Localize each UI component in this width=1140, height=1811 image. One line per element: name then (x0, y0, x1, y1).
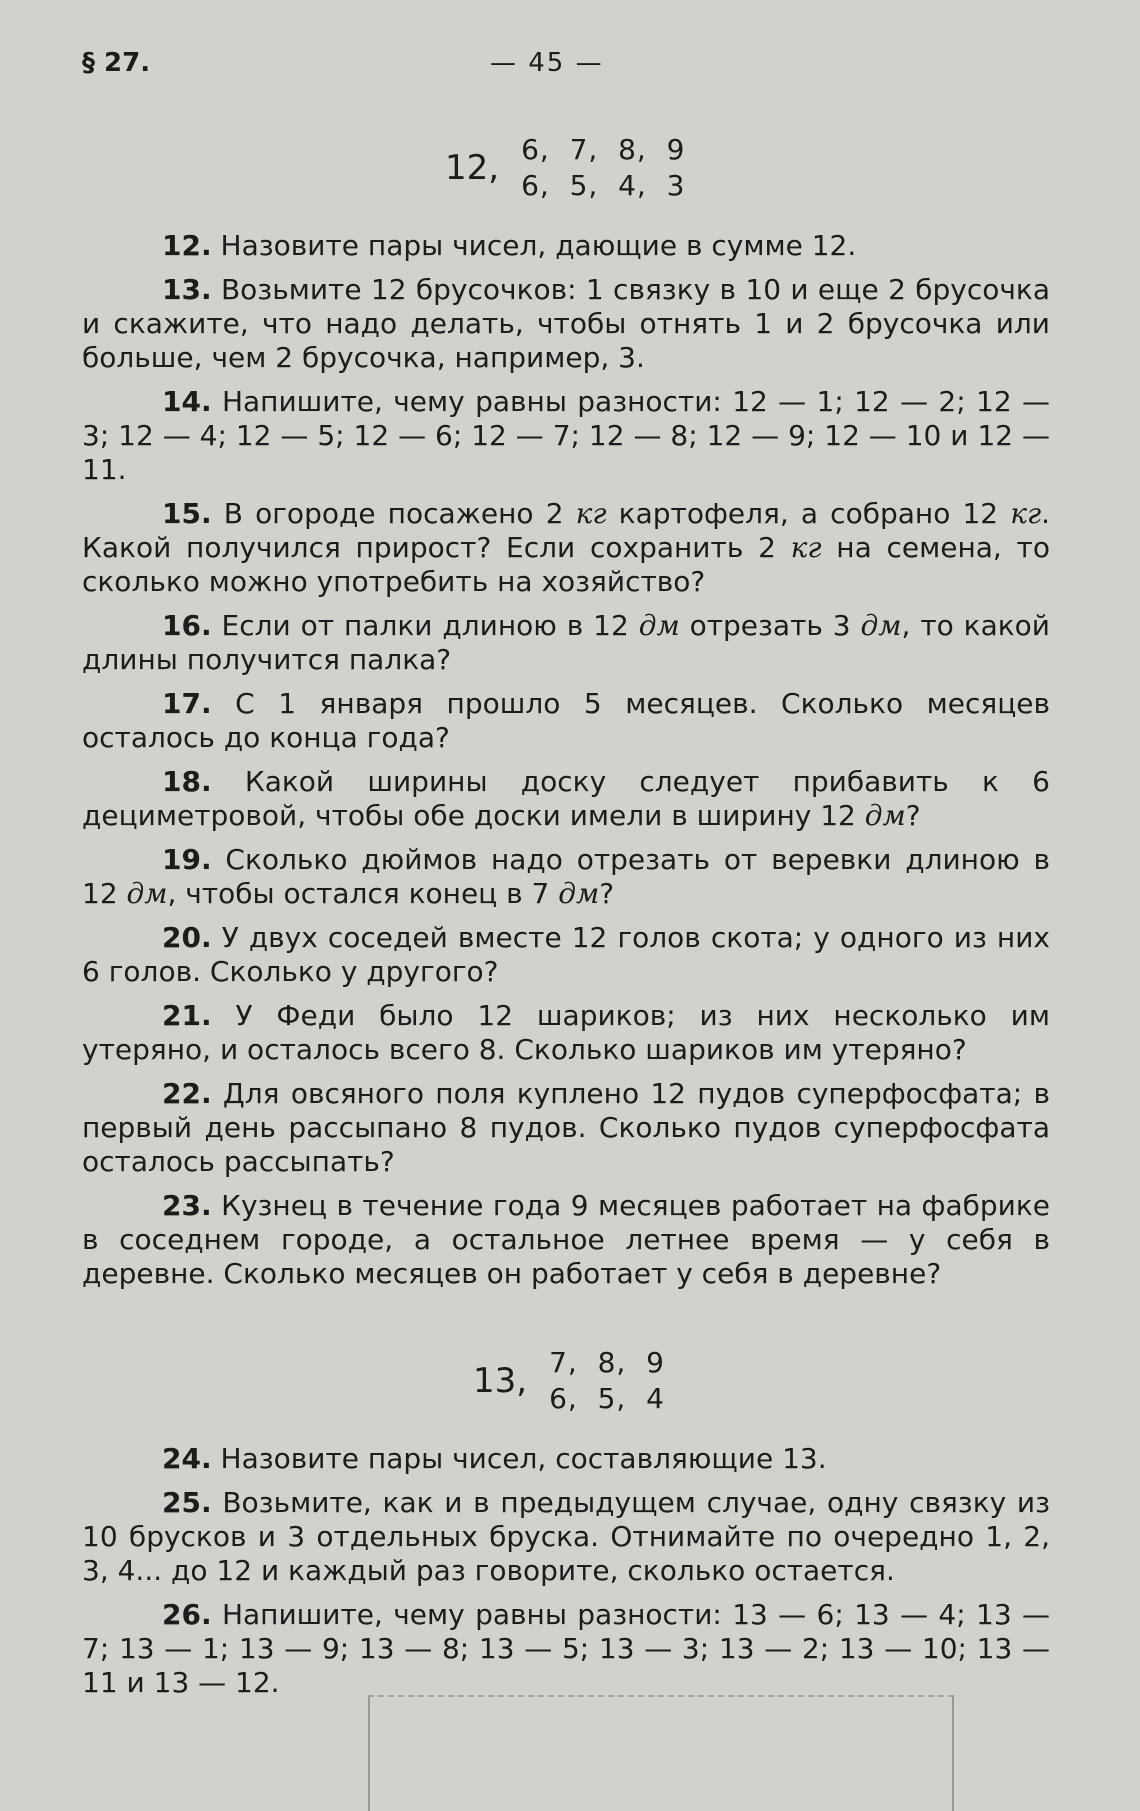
problem-list-13 (82, 1442, 1050, 1710)
problem-14: 14. Напишите, чему равны разности: 12 — 1; 12 — 2; 12 — 3; 12 — 4; 12 — 5; 12 — 6; 12 — 7; 12 — 8; 12 — 9; 12 — 10 и 12 — 11. (82, 385, 1050, 486)
problem-20: 20. У двух соседей вместе 12 голов скота; у одного из них 6 голов. Сколько у другого? (82, 921, 1050, 988)
problem-12: 12. Назовите пары чисел, дающие в сумме 12. (162, 229, 857, 262)
problem-19: 19. Сколько дюймов надо отрезать от веревки длиною в 12 дм, чтобы остался конец в 7 дм? (82, 843, 1050, 910)
pair-top-row: 7, 8, 9 (549, 1346, 665, 1379)
problem-15: 15. В огороде посажено 2 кг картофеля, а собрано 12 кг. Какой получился прирост? Если сохранить 2 кг на семена, то сколько можно употребить на хозяйство? (82, 497, 1051, 598)
pair-top-row: 6, 7, 8, 9 (521, 133, 686, 166)
pair-total: 12, (445, 148, 500, 188)
problem-25: 25. Возьмите, как и в предыдущем случае, одну связку из 10 брусков и 3 отдельных бруска. Отнимайте по очередно 1, 2, 3, 4... до 12 и каждый раз говорите, сколько остается. (82, 1486, 1050, 1587)
problem-26: 26. Напишите, чему равны разности: 13 — 6; 13 — 4; 13 — 7; 13 — 1; 13 — 9; 13 — 8; 13 — 5; 13 — 3; 13 — 2; 13 — 10; 13 — 11 и 13 — 12. (82, 1598, 1050, 1699)
section-number: § 27. (82, 48, 151, 78)
pair-total: 13, (473, 1361, 528, 1401)
problem-23: 23. Кузнец в течение года 9 месяцев работает на фабрике в соседнем городе, а остальное летнее время — у себя в деревне. Сколько месяцев он работает у себя в деревне? (82, 1189, 1051, 1290)
problem-24: 24. Назовите пары чисел, составляющие 13. (162, 1442, 827, 1475)
problem-22: 22. Для овсяного поля куплено 12 пудов суперфосфата; в первый день рассыпано 8 пудов. Сколько пудов суперфосфата осталось рассыпать? (82, 1077, 1050, 1178)
problem-18: 18. Какой ширины доску следует прибавить к 6 дециметровой, чтобы обе доски имели в ширину 12 дм? (82, 765, 1050, 832)
library-stamp-outline (368, 1695, 954, 1811)
number-pairs-12 (445, 132, 685, 204)
problem-13: 13. Возьмите 12 брусочков: 1 связку в 10 и еще 2 брусочка и скажите, что надо делать, чтобы отнять 1 и 2 брусочка или больше, чем 2 брусочка, например, 3. (82, 273, 1050, 374)
pair-bottom-row: 6, 5, 4 (549, 1382, 665, 1415)
page-header (82, 48, 1050, 92)
problem-17: 17. С 1 января прошло 5 месяцев. Сколько месяцев осталось до конца года? (82, 687, 1050, 754)
problem-16: 16. Если от палки длиною в 12 дм отрезать 3 дм, то какой длины получится палка? (82, 609, 1050, 676)
pair-bottom-row: 6, 5, 4, 3 (521, 169, 686, 202)
problem-21: 21. У Феди было 12 шариков; из них несколько им утеряно, и осталось всего 8. Сколько шариков им утеряно? (82, 999, 1050, 1066)
pair-rows (549, 1345, 665, 1417)
page-number: — 45 — (490, 48, 604, 78)
number-pairs-13 (473, 1345, 665, 1417)
pair-rows (521, 132, 685, 204)
problem-list-12 (82, 229, 1050, 1301)
